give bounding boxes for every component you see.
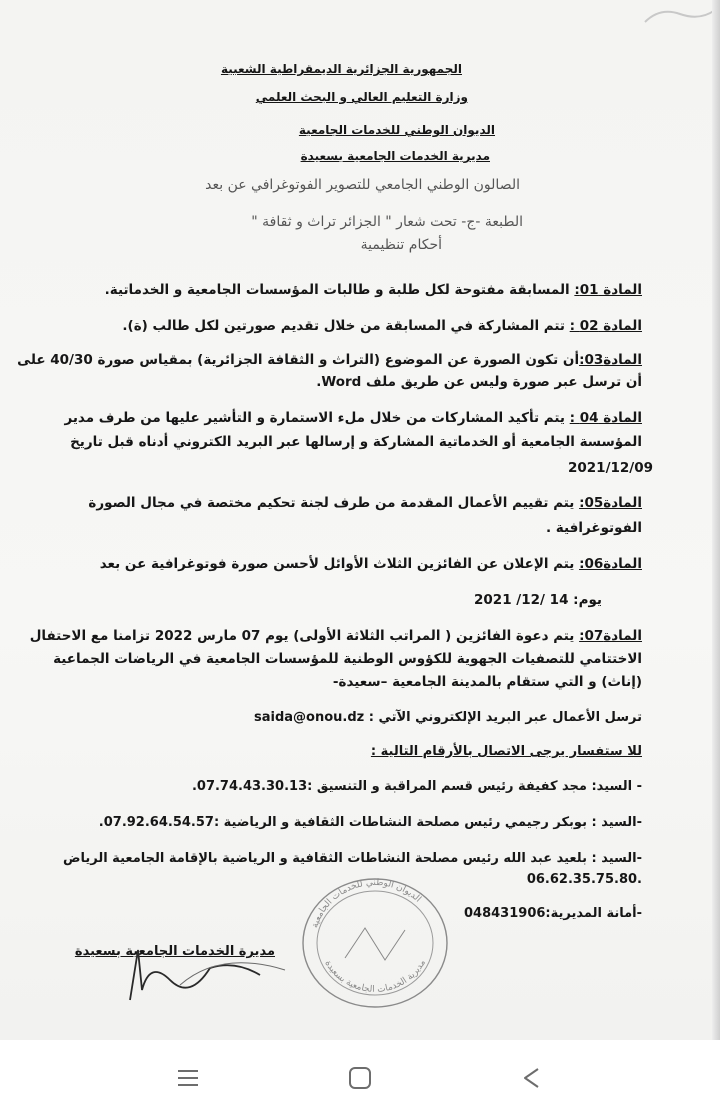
svg-text:مديرية الخدمات الجامعية بسعيدة — [322, 958, 428, 995]
office-header: الديوان الوطني للخدمات الجامعية — [298, 123, 495, 137]
article-06-date: يوم: 14 /12/ 2021 — [474, 592, 602, 608]
article-05-cont: الفوتوغرافية . — [545, 520, 642, 536]
article-text: يتم تأكيد المشاركات من خلال ملء الاستمارة و التأشير عليها من طرف مدير — [64, 410, 570, 426]
article-04-cont-1: المؤسسة الجامعية أو الخدماتية المشاركة و إرسالها عبر البريد الكتروني أدناه قبل تاريخ — [70, 434, 642, 450]
contact-1: - السيد: مجد كفيفة رئيس قسم المراقبة و التنسيق :07.74.43.30.13. — [191, 779, 642, 794]
article-03-cont: أن ترسل عبر صورة وليس عن طريق ملف Word. — [316, 374, 642, 390]
article-text: المسابقة مفتوحة لكل طلبة و طالبات المؤسسات الجامعية و الخدماتية. — [104, 282, 575, 298]
stamp-outer-text: الديوان الوطني للخدمات الجامعية — [310, 877, 423, 930]
article-label: المادة 04 : — [569, 410, 642, 426]
recent-apps-button[interactable] — [172, 1062, 204, 1094]
signature-title: مديرة الخدمات الجامعية بسعيدة — [74, 944, 275, 959]
system-navigation-bar — [0, 1040, 720, 1114]
article-03 — [17, 352, 642, 368]
contact-2: -السيد : بوبكر رجيمي رئيس مصلحة النشاطات الثقافية و الرياضية :07.92.64.54.57. — [98, 815, 642, 830]
directorate-header: مديرية الخدمات الجامعية بسعيدة — [300, 149, 490, 163]
article-07 — [30, 628, 642, 644]
article-01 — [105, 282, 642, 298]
secretariat-phone: -أمانة المديرية:048431906 — [464, 906, 642, 921]
article-label: المادة03: — [579, 352, 642, 368]
official-stamp-icon — [290, 868, 460, 1008]
recent-apps-icon — [172, 1062, 204, 1094]
article-text: أن تكون الصورة عن الموضوع (التراث و الثقافة الجزائرية) بمقياس صورة 40/30 على — [17, 352, 580, 368]
article-07-cont-1: الاختتامي للتصفيات الجهوية للكؤوس الوطنية للمؤسسات الجامعية في الرياضات الجماعية — [53, 651, 642, 667]
article-04 — [64, 410, 642, 426]
title-line-1: الصالون الوطني الجامعي للتصوير الفوتوغرافي عن بعد — [205, 177, 520, 193]
inquiry-heading: للا ستفسار يرجى الاتصال بالأرقام التالية : — [370, 744, 642, 759]
article-04-date: 2021/12/09 — [568, 460, 654, 476]
stamp-inner-text: مديرية الخدمات الجامعية بسعيدة — [322, 958, 428, 995]
article-label: المادة 02 : — [569, 318, 642, 334]
article-07-cont-2: (إناث) و التي ستقام بالمدينة الجامعية –سعيدة- — [332, 674, 642, 690]
back-button[interactable] — [516, 1062, 548, 1094]
article-label: المادة05: — [579, 495, 642, 511]
republic-header: الجمهورية الجزائرية الديمقراطية الشعبية — [220, 62, 462, 76]
article-text: يتم الإعلان عن الفائزين الثلاث الأوائل لأحسن صورة فوتوغرافية عن بعد — [99, 556, 580, 572]
scan-artifact-icon — [640, 2, 720, 32]
back-icon — [516, 1062, 548, 1094]
handwritten-signature-icon — [60, 930, 300, 1010]
article-label: المادة07: — [579, 628, 642, 644]
ministry-header: وزارة التعليم العالي و البحث العلمي — [255, 90, 468, 104]
svg-text:الديوان الوطني للخدمات الجامعي — [310, 878, 423, 929]
email-line: ترسل الأعمال عبر البريد الإلكتروني الآتي : saida@onou.dz — [253, 710, 642, 725]
article-text: تتم المشاركة في المسابقة من خلال تقديم صورتين لكل طالب (ة). — [122, 318, 570, 334]
article-text: يتم دعوة الفائزين ( المراتب الثلاثة الأولى) يوم 07 مارس 2022 تزامنا مع الاحتفال — [29, 628, 580, 644]
title-line-3: أحكام تنظيمية — [360, 237, 442, 253]
title-line-2: الطبعة -ج- تحت شعار " الجزائر تراث و ثقافة " — [251, 214, 523, 230]
article-label: المادة06: — [579, 556, 642, 572]
article-06 — [100, 556, 642, 572]
article-label: المادة 01: — [574, 282, 642, 298]
home-icon — [344, 1062, 376, 1094]
contact-3-phone: .06.62.35.75.80 — [526, 872, 642, 887]
article-text: يتم تقييم الأعمال المقدمة من طرف لجنة تحكيم مختصة في مجال الصورة — [88, 495, 580, 511]
article-05 — [88, 495, 642, 511]
article-02 — [122, 318, 642, 334]
home-button[interactable] — [344, 1062, 376, 1094]
contact-3: -السيد : بلعيد عبد الله رئيس مصلحة النشاطات الثقافية و الرياضية بالإقامة الجامعية الرياض — [62, 851, 642, 866]
